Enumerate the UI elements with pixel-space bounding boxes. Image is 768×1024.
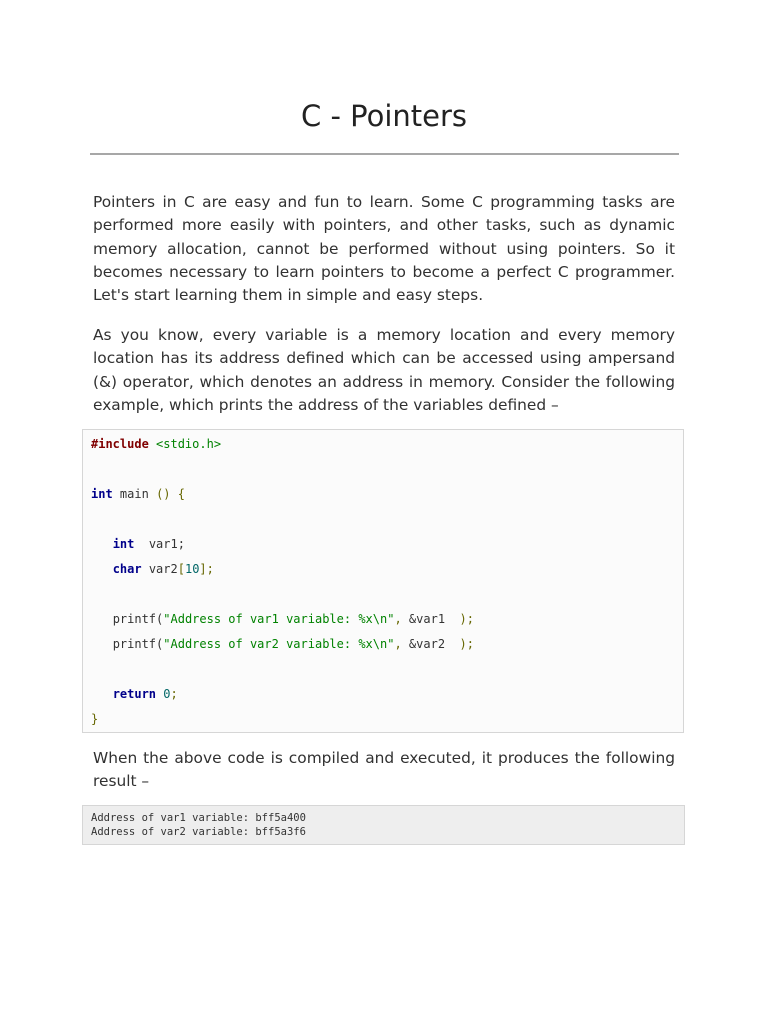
intro-paragraph: Pointers in C are easy and fun to learn. Some C programming tasks are performed more easily with pointers, and other tasks, such as dynamic memory allocation, cannot be performed without using pointers. So it becomes necessary to learn pointers to become a perfect C programmer. Let's start learning them in simple and easy steps. bbox=[93, 193, 675, 305]
printf1-end: ); bbox=[459, 612, 474, 626]
code-line-close bbox=[91, 711, 98, 727]
title-divider bbox=[90, 153, 679, 155]
decl1-type: int bbox=[112, 537, 135, 551]
open-brace: { bbox=[177, 487, 185, 501]
page-title: C - Pointers bbox=[300, 99, 468, 133]
output-line-2: Address of var2 variable: bff5a3f6 bbox=[91, 826, 306, 838]
printf2-call: printf( bbox=[112, 637, 164, 651]
printf2-string: "Address of var2 variable: %x\n" bbox=[163, 637, 395, 651]
return-semicolon: ; bbox=[170, 687, 178, 701]
code-line-decl1 bbox=[91, 536, 185, 552]
code-block bbox=[82, 429, 684, 733]
decl2-name: var2 bbox=[148, 562, 178, 576]
include-directive: #include bbox=[91, 437, 149, 451]
code-line-decl2 bbox=[91, 561, 214, 577]
printf1-separator: , bbox=[394, 612, 402, 626]
decl2-bracket-close: ]; bbox=[199, 562, 214, 576]
output-block bbox=[82, 805, 685, 845]
decl2-type: char bbox=[112, 562, 142, 576]
main-parens: () bbox=[156, 487, 171, 501]
return-keyword: return bbox=[112, 687, 157, 701]
printf1-arg: &var1 bbox=[408, 612, 446, 626]
code-line-printf1 bbox=[91, 611, 474, 627]
code-line-main bbox=[91, 486, 185, 502]
printf1-call: printf( bbox=[112, 612, 164, 626]
printf1-string: "Address of var1 variable: %x\n" bbox=[163, 612, 395, 626]
printf2-separator: , bbox=[394, 637, 402, 651]
address-paragraph: As you know, every variable is a memory location and every memory location has its address defined which can be accessed using ampersand (&) operator, which denotes an address in memory. Consider the following example, which prints the address of the variables defined – bbox=[93, 326, 675, 414]
printf2-end: ); bbox=[459, 637, 474, 651]
main-return-type: int bbox=[91, 487, 113, 501]
decl2-size: 10 bbox=[184, 562, 200, 576]
decl2-bracket-open: [ bbox=[177, 562, 185, 576]
printf2-arg: &var2 bbox=[408, 637, 446, 651]
result-paragraph: When the above code is compiled and executed, it produces the following result – bbox=[93, 749, 675, 791]
output-line-1: Address of var1 variable: bff5a400 bbox=[91, 812, 306, 824]
code-line-include bbox=[91, 436, 221, 452]
close-brace: } bbox=[91, 712, 99, 726]
include-header: <stdio.h> bbox=[156, 437, 222, 451]
code-line-return bbox=[91, 686, 178, 702]
return-value: 0 bbox=[163, 687, 171, 701]
main-function-name: main bbox=[119, 487, 149, 501]
decl1-name: var1; bbox=[148, 537, 185, 551]
code-line-printf2 bbox=[91, 636, 474, 652]
